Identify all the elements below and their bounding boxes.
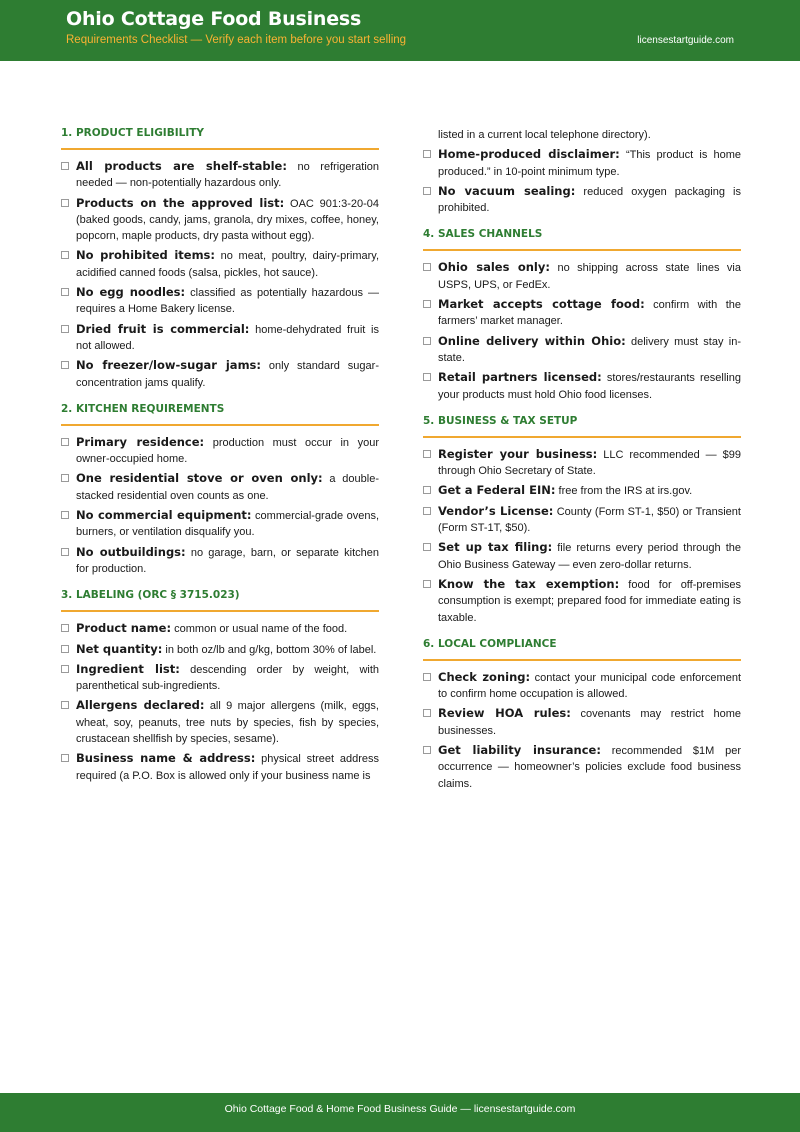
item-text: confirm with the farmers’ market manager. — [438, 299, 741, 328]
item-label: Set up tax filing: — [438, 540, 553, 555]
item-label: Ohio sales only: — [438, 260, 550, 275]
item-label: All products are shelf-stable: — [76, 159, 287, 173]
page-subtitle: Requirements Checklist — Verify each item before you start selling — [66, 34, 407, 46]
checklist-item[interactable] — [423, 669, 741, 703]
checklist-item[interactable] — [61, 750, 379, 784]
item-label: Check zoning: — [438, 669, 531, 684]
item-text-continuation: listed in a current local telephone directory). — [438, 129, 651, 141]
checkbox[interactable] — [423, 337, 431, 345]
checkbox[interactable] — [61, 548, 69, 556]
item-text: LLC recommended — $99 through Ohio Secretary of State. — [438, 448, 741, 478]
checkbox[interactable] — [61, 361, 69, 369]
checkbox[interactable] — [423, 507, 431, 515]
checkbox[interactable] — [61, 645, 69, 653]
item-text: all 9 major allergens (milk, eggs, wheat, soy, peanuts, tree nuts by species, fish by species, crustacean shellfish by species, sesame). — [76, 700, 379, 746]
section-title-business-tax: 5. BUSINESS & TAX SETUP — [423, 415, 741, 438]
left-column — [61, 127, 379, 787]
checkbox[interactable] — [423, 373, 431, 381]
checklist-item[interactable] — [423, 183, 741, 217]
checklist-item[interactable] — [423, 446, 741, 480]
checklist-item[interactable] — [423, 705, 741, 739]
item-label: Primary residence: — [76, 434, 205, 449]
checkbox[interactable] — [61, 701, 69, 709]
checklist-item[interactable] — [61, 470, 379, 504]
checklist-item[interactable] — [61, 697, 379, 747]
checklist-item[interactable] — [423, 482, 741, 499]
checkbox[interactable] — [61, 325, 69, 333]
item-label: Business name & address: — [76, 751, 256, 766]
item-label: No freezer/low-sugar jams: — [76, 358, 261, 373]
section-title-local-compliance: 6. LOCAL COMPLIANCE — [423, 638, 741, 661]
checkbox[interactable] — [61, 474, 69, 482]
item-text: commercial-grade ovens, burners, or ventilation disqualify you. — [76, 510, 379, 539]
section-title-product-eligibility: 1. PRODUCT ELIGIBILITY — [61, 127, 379, 150]
item-label: Ingredient list: — [76, 661, 180, 676]
item-label: No outbuildings: — [76, 544, 186, 559]
checklist-item[interactable] — [423, 146, 741, 180]
right-column — [423, 127, 741, 795]
checklist-item[interactable] — [423, 369, 741, 403]
checklist-item[interactable] — [61, 544, 379, 578]
item-text: only standard sugar-concentration jams qualify. — [76, 360, 379, 389]
footer-banner — [0, 1093, 800, 1132]
item-text: a double-stacked residential oven counts as one. — [76, 473, 379, 502]
checkbox[interactable] — [61, 665, 69, 673]
item-label: Allergens declared: — [76, 698, 205, 713]
checklist-item[interactable] — [61, 507, 379, 541]
checkbox[interactable] — [423, 709, 431, 717]
checklist-item[interactable] — [423, 503, 741, 537]
item-label: Market accepts cottage food: — [438, 297, 645, 312]
item-label: Dried fruit is commercial: — [76, 321, 250, 336]
checkbox[interactable] — [423, 187, 431, 195]
item-text: reduced oxygen packaging is prohibited. — [438, 185, 741, 215]
checkbox[interactable] — [61, 511, 69, 519]
checkbox[interactable] — [61, 754, 69, 762]
checklist-item[interactable] — [61, 247, 379, 281]
header-banner — [0, 0, 800, 61]
checkbox[interactable] — [61, 438, 69, 446]
checkbox[interactable] — [61, 624, 69, 632]
item-label: Know the tax exemption: — [438, 576, 620, 591]
item-text: County (Form ST-1, $50) or Transient (Form ST-1T, $50). — [438, 505, 741, 535]
item-text: “This product is home produced.” in 10-point minimum type. — [438, 149, 741, 178]
checkbox[interactable] — [61, 251, 69, 259]
section-title-kitchen-requirements: 2. KITCHEN REQUIREMENTS — [61, 403, 379, 426]
item-text: food for off-premises consumption is exempt; prepared food for immediate eating is taxable. — [438, 578, 742, 624]
item-text: production must occur in your owner-occupied home. — [76, 436, 379, 466]
checklist-item[interactable] — [61, 321, 379, 355]
item-text: common or usual name of the food. — [171, 623, 348, 636]
checklist-item[interactable] — [423, 576, 741, 626]
checkbox[interactable] — [61, 199, 69, 207]
item-text: stores/restaurants reselling your products must hold Ohio food licenses. — [438, 372, 741, 401]
item-text: physical street address required (a P.O. Box is allowed only if your business name is — [76, 753, 379, 782]
item-label: No egg noodles: — [76, 285, 186, 300]
item-label: Get liability insurance: — [438, 743, 601, 758]
item-text: contact your municipal code enforcement to confirm home occupation is allowed. — [438, 671, 742, 701]
checklist-item[interactable] — [61, 357, 379, 391]
item-label: Net quantity: — [76, 641, 163, 656]
item-label: No vacuum sealing: — [438, 183, 576, 198]
item-label: Review HOA rules: — [438, 706, 571, 721]
checkbox[interactable] — [61, 162, 69, 170]
item-label: Online delivery within Ohio: — [438, 333, 626, 348]
item-label: Get a Federal EIN: — [438, 483, 556, 498]
checkbox[interactable] — [423, 543, 431, 551]
checklist-item[interactable] — [423, 742, 741, 792]
checklist-item[interactable] — [61, 158, 379, 192]
checklist-item[interactable] — [423, 539, 741, 573]
checklist-item[interactable] — [423, 259, 741, 293]
item-label: Products on the approved list: — [76, 195, 285, 210]
item-text: no refrigeration needed — non-potentially hazardous only. — [76, 161, 380, 190]
item-text: descending order by weight, with parenthetical sub-ingredients. — [76, 663, 380, 693]
section-title-labeling: 3. LABELING (ORC § 3715.023) — [61, 589, 379, 612]
item-text: no garage, barn, or separate kitchen for production. — [76, 546, 379, 575]
checkbox[interactable] — [423, 486, 431, 494]
checklist-item[interactable] — [61, 620, 379, 637]
item-label: No commercial equipment: — [76, 508, 252, 523]
page-title: Ohio Cottage Food Business — [66, 8, 362, 30]
checkbox[interactable] — [423, 263, 431, 271]
section-title-sales-channels: 4. SALES CHANNELS — [423, 228, 741, 251]
item-text: no meat, poultry, dairy-primary, acidified canned foods (salsa, pickles, hot sauce). — [76, 250, 379, 279]
item-text: file returns every period through the Ohio Business Gateway — even zero-dollar returns. — [438, 542, 741, 571]
item-text: recommended $1M per occurrence — homeowner’s policies exclude food business claims. — [438, 745, 742, 790]
item-text: OAC 901:3-20-04 (baked goods, candy, jams, granola, dry mixes, coffee, honey, popcorn, maple products, dry pasta without egg). — [76, 197, 379, 243]
checkbox[interactable] — [423, 673, 431, 681]
item-text: free from the IRS at irs.gov. — [555, 485, 693, 498]
item-label: Home-produced disclaimer: — [438, 147, 620, 162]
checklist-item[interactable] — [61, 661, 379, 695]
item-text: no shipping across state lines via USPS, UPS, or FedEx. — [438, 262, 741, 291]
checklist-item[interactable] — [61, 434, 379, 468]
item-label: Retail partners licensed: — [438, 370, 602, 385]
checklist-item[interactable] — [61, 195, 379, 245]
checkbox[interactable] — [423, 746, 431, 754]
checklist-item[interactable] — [61, 284, 379, 318]
checklist-item[interactable] — [423, 333, 741, 367]
checklist-item[interactable] — [61, 641, 379, 658]
item-text: in both oz/lb and g/kg, bottom 30% of label. — [162, 643, 377, 656]
item-label: Product name: — [76, 621, 172, 636]
item-label: No prohibited items: — [76, 248, 216, 263]
item-label: Vendor’s License: — [438, 503, 554, 518]
checkbox[interactable] — [423, 150, 431, 158]
item-text: home-dehydrated fruit is not allowed. — [76, 323, 379, 352]
checkbox[interactable] — [423, 300, 431, 308]
item-label: One residential stove or oven only: — [76, 471, 323, 486]
checkbox[interactable] — [423, 450, 431, 458]
item-text: delivery must stay in-state. — [438, 335, 741, 364]
checkbox[interactable] — [61, 288, 69, 296]
checklist-item[interactable] — [423, 296, 741, 330]
header-site-link[interactable]: licensestartguide.com — [637, 35, 734, 46]
checkbox[interactable] — [423, 580, 431, 588]
item-label: Register your business: — [438, 446, 598, 461]
item-text: covenants may restrict home businesses. — [438, 708, 742, 737]
footer-text: Ohio Cottage Food & Home Food Business Guide — licensestartguide.com — [224, 1103, 576, 1115]
item-text: classified as potentially hazardous — requires a Home Bakery license. — [76, 287, 380, 316]
